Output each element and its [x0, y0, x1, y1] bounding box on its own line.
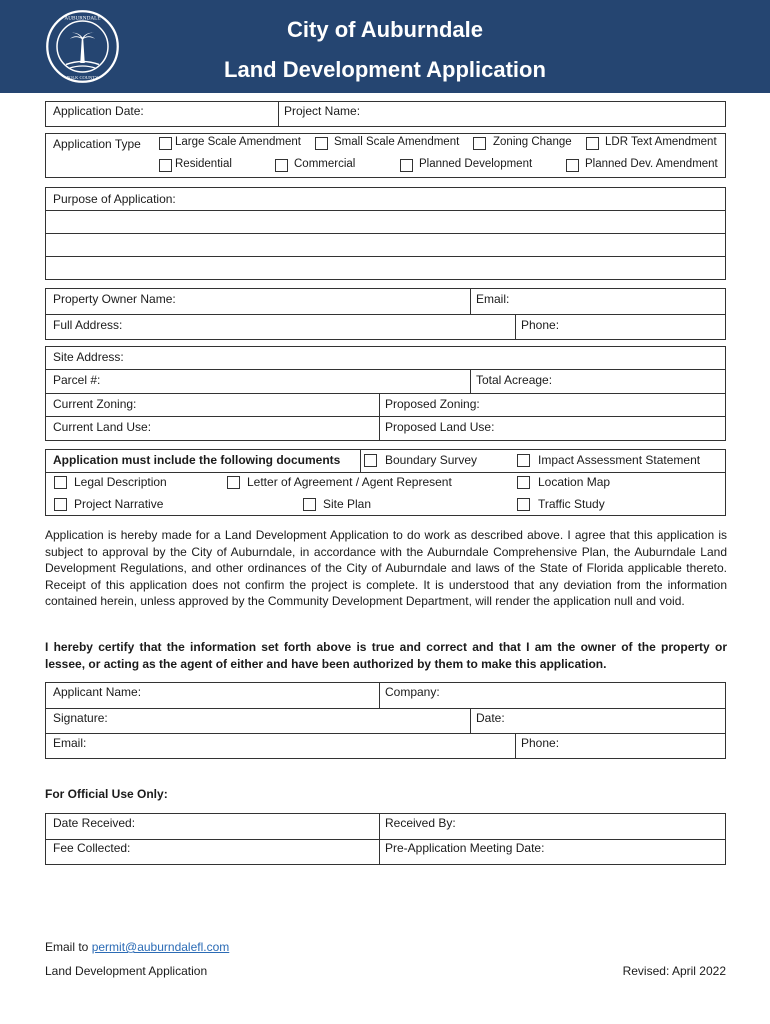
location-map-checkbox[interactable]: [517, 476, 530, 489]
total-acreage-field[interactable]: Total Acreage:: [476, 373, 553, 387]
large-scale-amendment-checkbox[interactable]: [159, 137, 172, 150]
owner-email-field[interactable]: Email:: [476, 292, 510, 306]
residential-label: Residential: [175, 158, 232, 170]
proposed-land-use-field[interactable]: Proposed Land Use:: [385, 420, 495, 434]
impact-assessment-checkbox[interactable]: [517, 454, 530, 467]
fee-collected-field[interactable]: Fee Collected:: [53, 841, 131, 855]
traffic-study-checkbox[interactable]: [517, 498, 530, 511]
permit-email-link[interactable]: permit@auburndalefl.com: [91, 940, 230, 954]
legal-description-checkbox[interactable]: [54, 476, 67, 489]
site-plan-label: Site Plan: [323, 497, 372, 511]
residential-checkbox[interactable]: [159, 159, 172, 172]
planned-development-checkbox[interactable]: [400, 159, 413, 172]
date-project-box: [45, 101, 726, 127]
footer-email-line: [45, 940, 229, 954]
planned-development-label: Planned Development: [419, 158, 533, 170]
letter-of-agreement-checkbox[interactable]: [227, 476, 240, 489]
form-title: Land Development Application: [224, 57, 546, 82]
commercial-checkbox[interactable]: [275, 159, 288, 172]
boundary-survey-checkbox[interactable]: [364, 454, 377, 467]
ldr-text-amendment-checkbox[interactable]: [586, 137, 599, 150]
location-map-label: Location Map: [538, 475, 611, 489]
planned-dev-amendment-label: Planned Dev. Amendment: [585, 158, 718, 170]
official-use-heading: For Official Use Only:: [45, 787, 168, 801]
purpose-line-1[interactable]: [46, 210, 725, 232]
project-narrative-label: Project Narrative: [74, 497, 164, 511]
header-banner: [0, 0, 770, 93]
date-field[interactable]: Date:: [476, 711, 505, 725]
purpose-of-application-label: Purpose of Application:: [53, 192, 176, 206]
applicant-name-field[interactable]: Applicant Name:: [53, 685, 142, 699]
small-scale-amendment-label: Small Scale Amendment: [334, 136, 460, 148]
legal-description-label: Legal Description: [74, 475, 167, 489]
current-land-use-field[interactable]: Current Land Use:: [53, 420, 152, 434]
signature-field[interactable]: Signature:: [53, 711, 108, 725]
project-narrative-checkbox[interactable]: [54, 498, 67, 511]
large-scale-amendment-label: Large Scale Amendment: [175, 136, 301, 148]
zoning-change-checkbox[interactable]: [473, 137, 486, 150]
current-zoning-field[interactable]: Current Zoning:: [53, 397, 137, 411]
city-title: City of Auburndale: [287, 17, 483, 42]
footer-form-name: Land Development Application: [45, 964, 208, 978]
pre-application-meeting-date-field[interactable]: Pre-Application Meeting Date:: [385, 841, 545, 855]
footer-email-prefix: Email to: [45, 940, 92, 954]
applicant-phone-field[interactable]: Phone:: [521, 736, 560, 750]
application-date-field[interactable]: Application Date:: [53, 104, 144, 118]
planned-dev-amendment-checkbox[interactable]: [566, 159, 579, 172]
svg-text:POLK COUNTY: POLK COUNTY: [66, 74, 99, 80]
letter-of-agreement-label: Letter of Agreement / Agent Represent: [247, 475, 452, 489]
full-address-field[interactable]: Full Address:: [53, 318, 123, 332]
svg-text:AUBURNDALE: AUBURNDALE: [64, 15, 101, 22]
parcel-number-field[interactable]: Parcel #:: [53, 373, 101, 387]
proposed-zoning-field[interactable]: Proposed Zoning:: [385, 397, 480, 411]
company-field[interactable]: Company:: [385, 685, 440, 699]
certification-statement: I hereby certify that the information set forth above is true and correct and that I am the owner of the property or lessee, or acting as the agent of either and have been authorized by them to make this application.: [45, 640, 727, 671]
boundary-survey-label: Boundary Survey: [385, 453, 478, 467]
zoning-change-label: Zoning Change: [493, 136, 572, 148]
property-owner-name-field[interactable]: Property Owner Name:: [53, 292, 176, 306]
received-by-field[interactable]: Received By:: [385, 816, 456, 830]
applicant-email-field[interactable]: Email:: [53, 736, 87, 750]
impact-assessment-label: Impact Assessment Statement: [538, 453, 701, 467]
purpose-line-2[interactable]: [46, 233, 725, 255]
application-type-label: Application Type: [53, 137, 141, 151]
ldr-text-amendment-label: LDR Text Amendment: [605, 136, 717, 148]
traffic-study-label: Traffic Study: [538, 497, 605, 511]
purpose-line-3[interactable]: [46, 256, 725, 278]
documents-heading: Application must include the following documents: [53, 453, 341, 467]
owner-phone-field[interactable]: Phone:: [521, 318, 560, 332]
footer-revised-date: Revised: April 2022: [622, 964, 726, 978]
small-scale-amendment-checkbox[interactable]: [315, 137, 328, 150]
commercial-label: Commercial: [294, 158, 356, 170]
application-statement: Application is hereby made for a Land Development Application to do work as described above. I agree that this application is subject to approval by the City of Auburndale, in accordance with the Auburndale Comprehensive Plan, the Auburndale Land Development Regulations, and other ordinances of the City of Auburndale and laws of the State of Florida applicable thereto. Receipt of this application does not confirm the project is complete. It is understood that any deviation from the information contained herein, unless approved by the Community Development Department, will render the application null and void.: [45, 528, 727, 609]
site-address-field[interactable]: Site Address:: [53, 350, 124, 364]
project-name-field[interactable]: Project Name:: [284, 104, 361, 118]
site-plan-checkbox[interactable]: [303, 498, 316, 511]
date-received-field[interactable]: Date Received:: [53, 816, 136, 830]
